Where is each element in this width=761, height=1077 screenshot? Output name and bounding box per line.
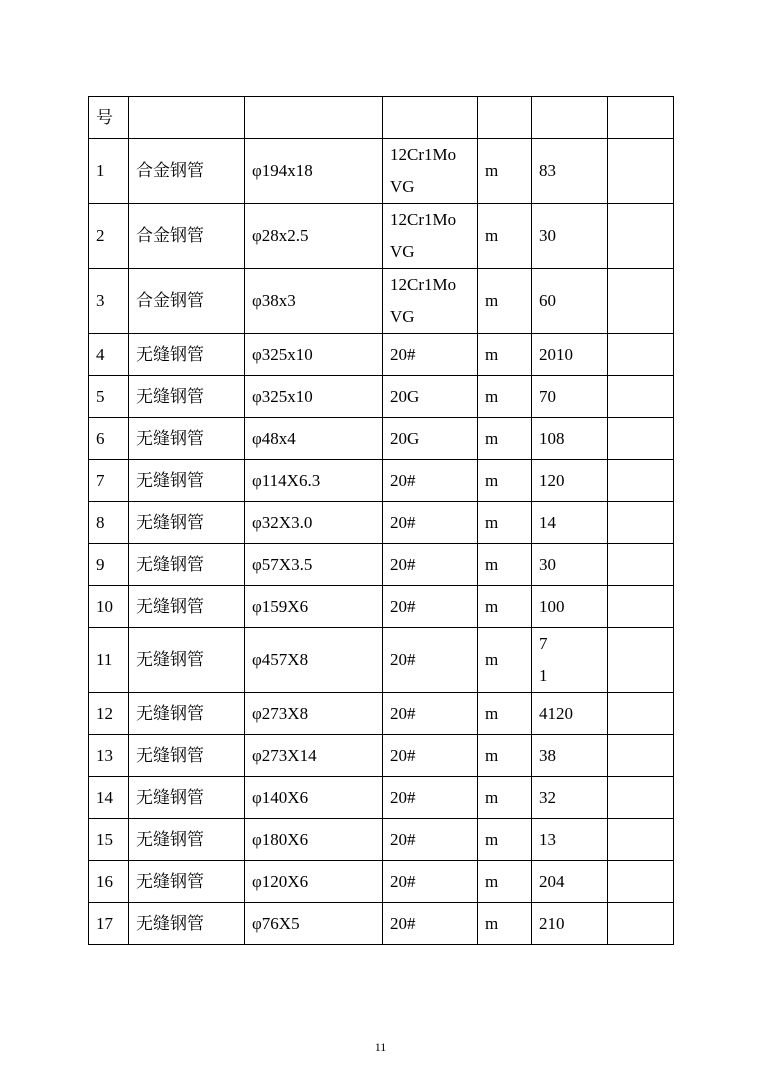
row-remark bbox=[608, 693, 674, 735]
material-line-1: 12Cr1Mo bbox=[390, 210, 457, 229]
row-no: 9 bbox=[89, 544, 129, 586]
table-row bbox=[89, 903, 674, 945]
table-row bbox=[89, 418, 674, 460]
row-material: 20# bbox=[383, 861, 478, 903]
row-spec: φ114X6.3 bbox=[245, 460, 383, 502]
row-no: 15 bbox=[89, 819, 129, 861]
table-row bbox=[89, 204, 674, 269]
row-unit: m bbox=[478, 269, 532, 334]
row-material: 20# bbox=[383, 628, 478, 693]
row-no: 6 bbox=[89, 418, 129, 460]
row-name: 无缝钢管 bbox=[129, 777, 245, 819]
row-qty: 30 bbox=[532, 544, 608, 586]
row-no: 8 bbox=[89, 502, 129, 544]
row-spec: φ28x2.5 bbox=[245, 204, 383, 269]
page-number: 11 bbox=[374, 1040, 387, 1054]
row-no: 4 bbox=[89, 334, 129, 376]
table-row bbox=[89, 628, 674, 693]
row-material: 20# bbox=[383, 334, 478, 376]
row-material: 20# bbox=[383, 460, 478, 502]
material-line-2: VG bbox=[390, 242, 415, 261]
row-unit: m bbox=[478, 334, 532, 376]
row-name: 无缝钢管 bbox=[129, 460, 245, 502]
row-unit: m bbox=[478, 628, 532, 693]
table-header-row bbox=[89, 97, 674, 139]
row-remark bbox=[608, 269, 674, 334]
row-spec: φ140X6 bbox=[245, 777, 383, 819]
row-remark bbox=[608, 819, 674, 861]
row-spec: φ180X6 bbox=[245, 819, 383, 861]
material-line-1: 12Cr1Mo bbox=[390, 275, 457, 294]
table-row bbox=[89, 735, 674, 777]
row-remark bbox=[608, 544, 674, 586]
row-name: 无缝钢管 bbox=[129, 586, 245, 628]
row-qty: 108 bbox=[532, 418, 608, 460]
row-unit: m bbox=[478, 586, 532, 628]
row-spec: φ325x10 bbox=[245, 334, 383, 376]
row-unit: m bbox=[478, 204, 532, 269]
material-line-2: VG bbox=[390, 177, 415, 196]
row-spec: φ57X3.5 bbox=[245, 544, 383, 586]
row-material: 20# bbox=[383, 586, 478, 628]
row-remark bbox=[608, 502, 674, 544]
row-spec: φ76X5 bbox=[245, 903, 383, 945]
row-spec: φ159X6 bbox=[245, 586, 383, 628]
row-material: 20G bbox=[383, 418, 478, 460]
row-no: 2 bbox=[89, 204, 129, 269]
table-row bbox=[89, 334, 674, 376]
qty-line-2: 1 bbox=[539, 666, 548, 685]
header-no-cell: 号 bbox=[89, 97, 129, 139]
header-cell bbox=[383, 97, 478, 139]
table-row bbox=[89, 502, 674, 544]
row-material: 20# bbox=[383, 903, 478, 945]
row-material: 20G bbox=[383, 376, 478, 418]
row-qty: 2010 bbox=[532, 334, 608, 376]
row-remark bbox=[608, 334, 674, 376]
row-name: 合金钢管 bbox=[129, 139, 245, 204]
row-unit: m bbox=[478, 376, 532, 418]
row-no: 7 bbox=[89, 460, 129, 502]
row-qty: 83 bbox=[532, 139, 608, 204]
row-remark bbox=[608, 376, 674, 418]
row-qty: 4120 bbox=[532, 693, 608, 735]
row-material: 20# bbox=[383, 735, 478, 777]
row-qty: 32 bbox=[532, 777, 608, 819]
row-material: 20# bbox=[383, 777, 478, 819]
row-material: 20# bbox=[383, 544, 478, 586]
row-qty: 13 bbox=[532, 819, 608, 861]
row-unit: m bbox=[478, 693, 532, 735]
header-cell bbox=[608, 97, 674, 139]
row-name: 无缝钢管 bbox=[129, 376, 245, 418]
row-remark bbox=[608, 139, 674, 204]
row-name: 无缝钢管 bbox=[129, 544, 245, 586]
table-row bbox=[89, 693, 674, 735]
row-spec: φ457X8 bbox=[245, 628, 383, 693]
row-unit: m bbox=[478, 777, 532, 819]
row-unit: m bbox=[478, 139, 532, 204]
row-unit: m bbox=[478, 502, 532, 544]
row-spec: φ48x4 bbox=[245, 418, 383, 460]
header-cell bbox=[532, 97, 608, 139]
table-row bbox=[89, 544, 674, 586]
row-material: 20# bbox=[383, 693, 478, 735]
row-name: 无缝钢管 bbox=[129, 861, 245, 903]
row-material bbox=[383, 139, 478, 204]
row-remark bbox=[608, 903, 674, 945]
row-name: 无缝钢管 bbox=[129, 418, 245, 460]
row-qty: 14 bbox=[532, 502, 608, 544]
row-qty: 30 bbox=[532, 204, 608, 269]
row-unit: m bbox=[478, 735, 532, 777]
row-spec: φ325x10 bbox=[245, 376, 383, 418]
row-name: 无缝钢管 bbox=[129, 903, 245, 945]
table-row bbox=[89, 819, 674, 861]
table-row bbox=[89, 586, 674, 628]
row-remark bbox=[608, 777, 674, 819]
row-no: 11 bbox=[89, 628, 129, 693]
row-remark bbox=[608, 861, 674, 903]
material-line-2: VG bbox=[390, 307, 415, 326]
row-no: 1 bbox=[89, 139, 129, 204]
row-spec: φ32X3.0 bbox=[245, 502, 383, 544]
row-name: 无缝钢管 bbox=[129, 735, 245, 777]
row-unit: m bbox=[478, 819, 532, 861]
table-row bbox=[89, 139, 674, 204]
table-row bbox=[89, 460, 674, 502]
header-cell bbox=[478, 97, 532, 139]
row-unit: m bbox=[478, 861, 532, 903]
row-no: 12 bbox=[89, 693, 129, 735]
row-qty: 100 bbox=[532, 586, 608, 628]
row-remark bbox=[608, 204, 674, 269]
row-remark bbox=[608, 460, 674, 502]
row-unit: m bbox=[478, 903, 532, 945]
row-unit: m bbox=[478, 418, 532, 460]
row-remark bbox=[608, 735, 674, 777]
row-no: 5 bbox=[89, 376, 129, 418]
header-cell bbox=[129, 97, 245, 139]
row-name: 无缝钢管 bbox=[129, 502, 245, 544]
row-name: 无缝钢管 bbox=[129, 334, 245, 376]
row-qty: 204 bbox=[532, 861, 608, 903]
row-spec: φ38x3 bbox=[245, 269, 383, 334]
row-name: 无缝钢管 bbox=[129, 693, 245, 735]
row-unit: m bbox=[478, 460, 532, 502]
row-qty: 38 bbox=[532, 735, 608, 777]
row-qty bbox=[532, 628, 608, 693]
row-material: 20# bbox=[383, 819, 478, 861]
row-no: 14 bbox=[89, 777, 129, 819]
row-qty: 120 bbox=[532, 460, 608, 502]
pipe-materials-table bbox=[88, 96, 674, 945]
row-name: 合金钢管 bbox=[129, 204, 245, 269]
table-row bbox=[89, 376, 674, 418]
material-line-1: 12Cr1Mo bbox=[390, 145, 457, 164]
row-no: 13 bbox=[89, 735, 129, 777]
row-no: 17 bbox=[89, 903, 129, 945]
row-qty: 210 bbox=[532, 903, 608, 945]
table-row bbox=[89, 269, 674, 334]
table-row bbox=[89, 777, 674, 819]
row-material bbox=[383, 269, 478, 334]
qty-line-1: 7 bbox=[539, 634, 548, 653]
row-no: 10 bbox=[89, 586, 129, 628]
row-name: 无缝钢管 bbox=[129, 628, 245, 693]
row-no: 16 bbox=[89, 861, 129, 903]
row-remark bbox=[608, 418, 674, 460]
row-remark bbox=[608, 586, 674, 628]
row-unit: m bbox=[478, 544, 532, 586]
row-qty: 60 bbox=[532, 269, 608, 334]
row-spec: φ273X8 bbox=[245, 693, 383, 735]
row-remark bbox=[608, 628, 674, 693]
row-qty: 70 bbox=[532, 376, 608, 418]
row-material: 20# bbox=[383, 502, 478, 544]
row-spec: φ273X14 bbox=[245, 735, 383, 777]
row-material bbox=[383, 204, 478, 269]
row-spec: φ194x18 bbox=[245, 139, 383, 204]
row-name: 无缝钢管 bbox=[129, 819, 245, 861]
row-name: 合金钢管 bbox=[129, 269, 245, 334]
row-no: 3 bbox=[89, 269, 129, 334]
header-cell bbox=[245, 97, 383, 139]
table-row bbox=[89, 861, 674, 903]
row-spec: φ120X6 bbox=[245, 861, 383, 903]
